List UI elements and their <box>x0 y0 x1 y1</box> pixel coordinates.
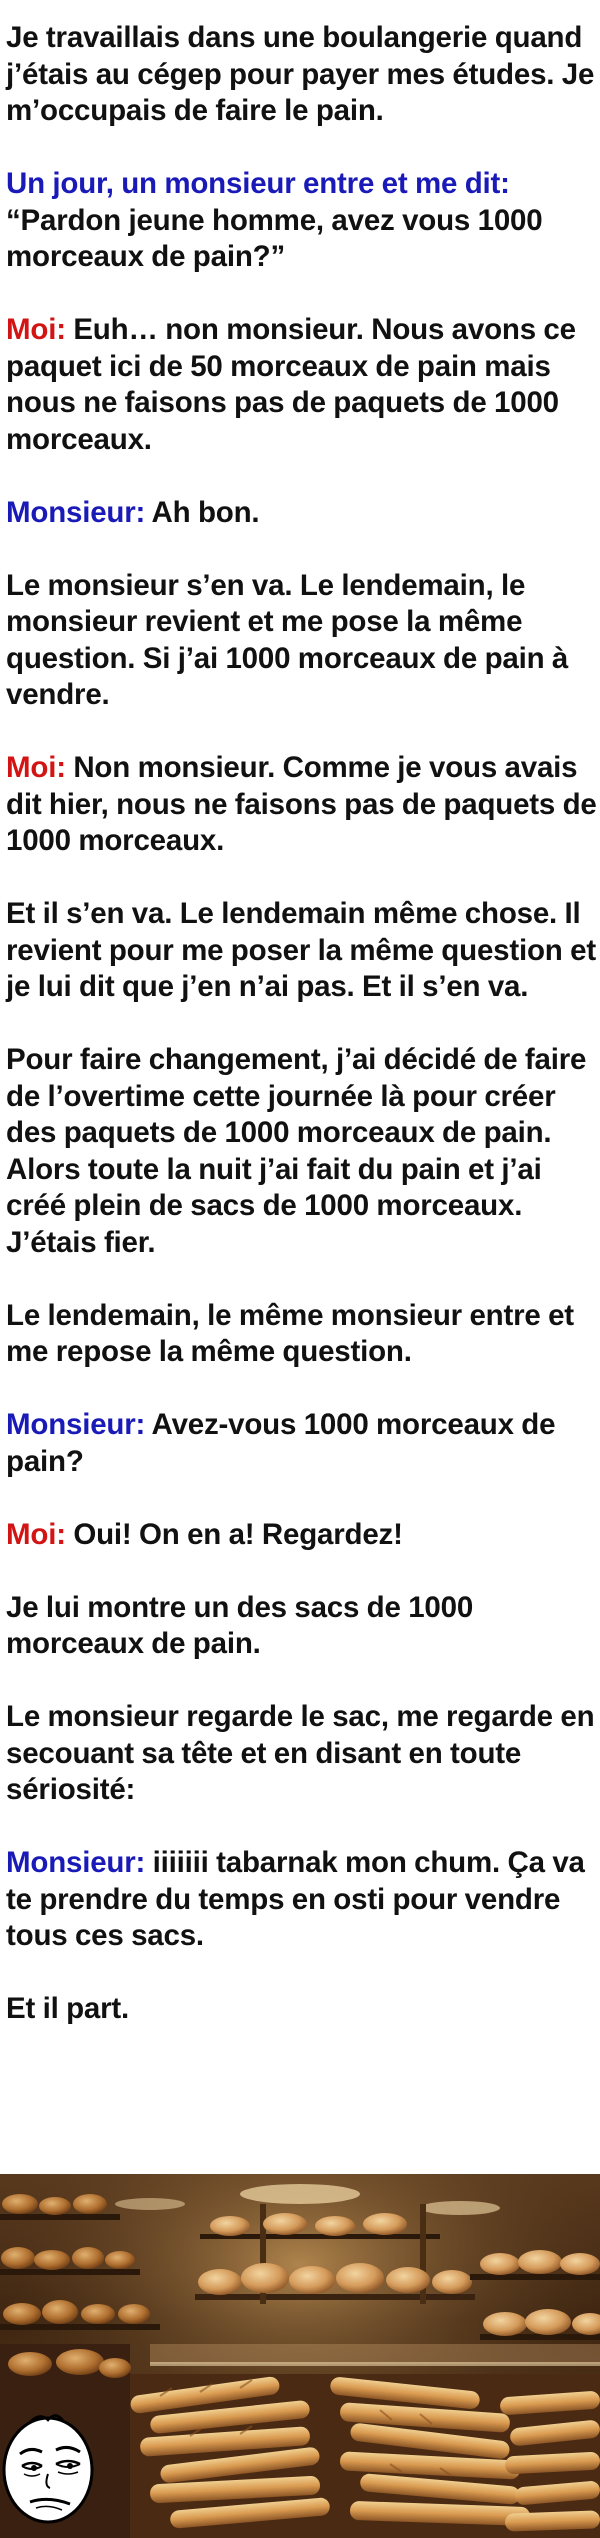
rage-face-icon <box>4 2415 92 2522</box>
paragraph-text: Je lui montre un des sacs de 1000 morceaux de pain. <box>6 1590 474 1660</box>
dialogue-text: Euh… non monsieur. Nous avons ce paquet ici de 50 morceaux de pain mais nous ne faisons pas de paquets de 1000 morceaux. <box>6 313 576 456</box>
paragraph-ending <box>6 1991 598 2028</box>
speaker-monsieur: Monsieur: <box>6 1408 146 1441</box>
paragraph-text: Le monsieur regarde le sac, me regarde en secouant sa tête et en disant en toute sériosité: <box>6 1700 595 1806</box>
bakery-photo <box>0 2174 600 2538</box>
dialogue-moi <box>6 1517 598 1554</box>
dialogue-moi <box>6 750 598 860</box>
paragraph-text: Le monsieur s’en va. Le lendemain, le monsieur revient et me pose la même question. Si j’ai 1000 morceaux de pain à vendre. <box>6 568 569 711</box>
speaker-moi: Moi: <box>6 1517 66 1551</box>
dialogue-moi <box>6 312 598 458</box>
speaker-moi: Moi: <box>6 313 66 346</box>
dialogue-text: Ah bon. <box>145 495 260 529</box>
paragraph-text: Je travaillais dans une boulangerie quand j’étais au cégep pour payer mes études. Je m’occupais de faire le pain. <box>6 21 595 127</box>
speaker-monsieur: Monsieur: <box>6 495 146 529</box>
paragraph-text: Et il part. <box>6 1992 130 2025</box>
paragraph-text: Pour faire changement, j’ai décidé de faire de l’overtime cette journée là pour créer des paquets de 1000 morceaux de pain. Alors toute la nuit j’ai fait du pain et j’ai créé plein de sacs de 1000 morceaux. J’étais fier. <box>6 1043 587 1259</box>
speaker-label: Un jour, un monsieur entre et me dit: <box>6 167 510 200</box>
dialogue-monsieur <box>6 495 598 532</box>
paragraph-customer-question <box>6 166 598 276</box>
paragraph-narration <box>6 568 598 714</box>
paragraph-narration <box>6 1590 598 1663</box>
paragraph-narration <box>6 1042 598 1261</box>
paragraph-narration <box>6 1699 598 1809</box>
dialogue-text: Avez-vous 1000 morceaux de pain? <box>6 1408 556 1478</box>
dialogue-monsieur <box>6 1407 598 1480</box>
dialogue-text: Oui! On en a! Regardez! <box>65 1517 403 1551</box>
dialogue-text: iiiiiii tabarnak mon chum. Ça va te prendre du temps en osti pour vendre tous ces sacs. <box>6 1846 585 1952</box>
paragraph-text: Le lendemain, le même monsieur entre et me repose la même question. <box>6 1298 574 1368</box>
dialogue-text: Non monsieur. Comme je vous avais dit hier, nous ne faisons pas de paquets de 1000 morceaux. <box>6 751 597 857</box>
dialogue-monsieur <box>6 1845 598 1955</box>
paragraph-narration <box>6 1298 598 1371</box>
paragraph-text: “Pardon jeune homme, avez vous 1000 morceaux de pain?” <box>6 203 543 273</box>
paragraph-narration <box>6 896 598 1006</box>
paragraph-intro <box>6 20 598 130</box>
speaker-moi: Moi: <box>6 751 66 784</box>
story-text <box>6 20 598 2064</box>
paragraph-text: Et il s’en va. Le lendemain même chose. Il revient pour me poser la même question et je lui dit que j’en n’ai pas. Et il s’en va. <box>6 897 596 1003</box>
speaker-monsieur: Monsieur: <box>6 1846 146 1879</box>
